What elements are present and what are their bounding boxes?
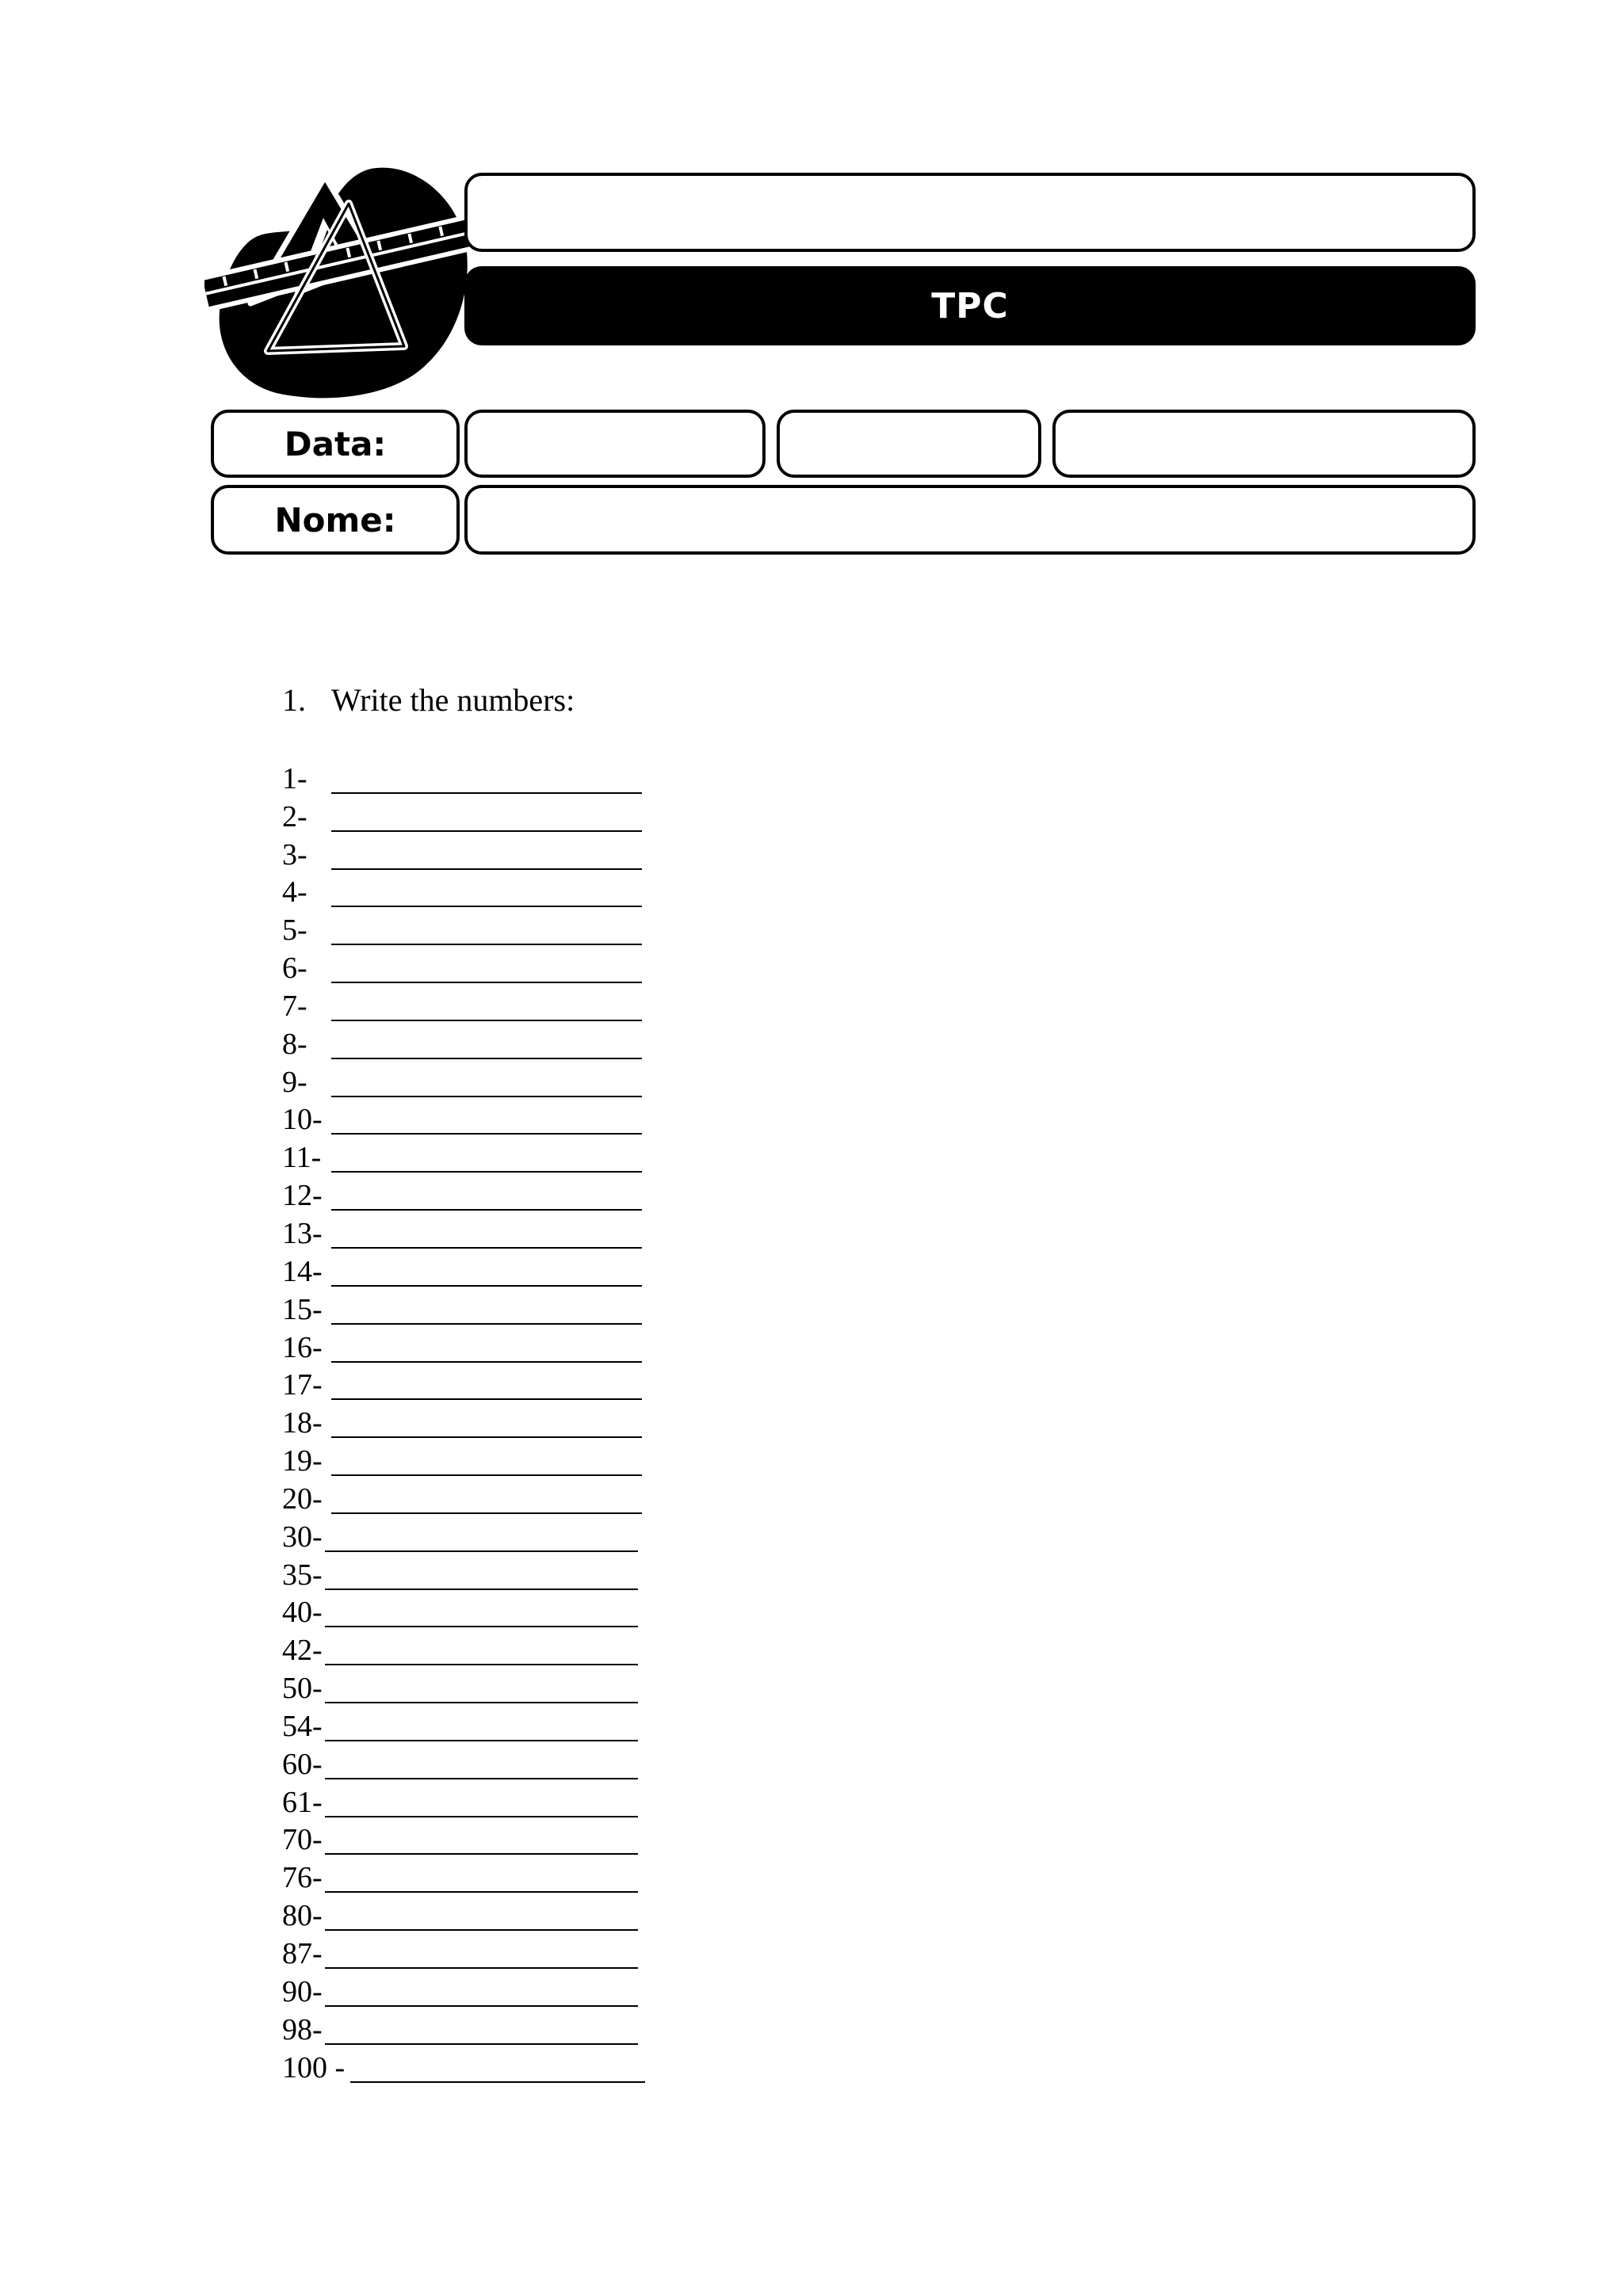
answer-blank[interactable]: [325, 1626, 638, 1627]
answer-row: [282, 1821, 726, 1859]
item-number-label: 76-: [282, 1861, 323, 1895]
item-number-label: 13-: [282, 1216, 323, 1250]
answer-blank[interactable]: [331, 1133, 642, 1135]
item-number-label: 16-: [282, 1330, 323, 1364]
answer-row: [282, 1555, 726, 1593]
item-number-label: 2-: [282, 799, 307, 833]
answer-list: [282, 759, 726, 2086]
exercise-instruction: [282, 681, 575, 719]
answer-blank[interactable]: [331, 906, 642, 907]
answer-blank[interactable]: [325, 2043, 638, 2045]
answer-blank[interactable]: [331, 1171, 642, 1173]
date-field-year[interactable]: [1052, 410, 1476, 478]
item-number-label: 20-: [282, 1482, 323, 1516]
answer-row: [282, 1100, 726, 1138]
answer-blank[interactable]: [325, 1967, 638, 1969]
answer-blank[interactable]: [331, 1361, 642, 1363]
item-number-label: 35-: [282, 1558, 323, 1592]
answer-row: [282, 1328, 726, 1366]
answer-row: [282, 910, 726, 948]
answer-row: [282, 1745, 726, 1783]
item-number-label: 98-: [282, 2012, 323, 2046]
answer-blank[interactable]: [325, 1550, 638, 1552]
item-number-label: 70-: [282, 1823, 323, 1857]
answer-row: [282, 1858, 726, 1896]
answer-blank[interactable]: [331, 1020, 642, 1021]
answer-blank[interactable]: [331, 982, 642, 983]
answer-row: [282, 1138, 726, 1176]
item-number-label: 3-: [282, 837, 307, 871]
exercise-text: Write the numbers:: [331, 682, 575, 718]
answer-blank[interactable]: [325, 1891, 638, 1893]
answer-blank[interactable]: [331, 792, 642, 794]
answer-row: [282, 1252, 726, 1290]
answer-row: [282, 1972, 726, 2010]
name-label: Nome:: [274, 500, 396, 540]
item-number-label: 7-: [282, 989, 307, 1023]
answer-blank[interactable]: [331, 1058, 642, 1059]
tpc-banner: [464, 266, 1476, 345]
item-number-label: 10-: [282, 1103, 323, 1137]
item-number-label: 9-: [282, 1065, 307, 1099]
answer-row: [282, 1479, 726, 1517]
answer-blank[interactable]: [331, 1096, 642, 1097]
answer-row: [282, 1366, 726, 1404]
answer-row: [282, 1517, 726, 1555]
item-number-label: 15-: [282, 1292, 323, 1326]
item-number-label: 4-: [282, 875, 307, 910]
item-number-label: 87-: [282, 1937, 323, 1970]
date-label: Data:: [284, 424, 387, 463]
answer-row: [282, 986, 726, 1024]
name-label-box: [211, 485, 460, 555]
answer-row: [282, 2048, 726, 2086]
item-number-label: 100 -: [282, 2050, 346, 2084]
item-number-label: 14-: [282, 1254, 323, 1288]
answer-row: [282, 759, 726, 797]
item-number-label: 18-: [282, 1406, 323, 1440]
answer-row: [282, 1024, 726, 1062]
item-number-label: 19-: [282, 1444, 323, 1478]
item-number-label: 40-: [282, 1596, 323, 1630]
answer-blank[interactable]: [350, 2081, 645, 2083]
answer-blank[interactable]: [325, 1853, 638, 1855]
answer-blank[interactable]: [325, 1816, 638, 1817]
answer-blank[interactable]: [331, 830, 642, 832]
answer-row: [282, 1403, 726, 1441]
answer-row: [282, 1896, 726, 1934]
exercise-number: 1.: [282, 682, 306, 718]
item-number-label: 11-: [282, 1141, 322, 1175]
item-number-label: 12-: [282, 1179, 323, 1213]
answer-blank[interactable]: [325, 2005, 638, 2007]
answer-blank[interactable]: [331, 1209, 642, 1211]
answer-row: [282, 1593, 726, 1631]
answer-row: [282, 1214, 726, 1252]
answer-blank[interactable]: [325, 1929, 638, 1931]
answer-row: [282, 1630, 726, 1669]
item-number-label: 6-: [282, 952, 307, 986]
item-number-label: 30-: [282, 1520, 323, 1554]
date-label-box: [211, 410, 460, 478]
answer-blank[interactable]: [325, 1778, 638, 1779]
answer-row: [282, 1062, 726, 1100]
answer-blank[interactable]: [325, 1702, 638, 1703]
item-number-label: 90-: [282, 1974, 323, 2008]
item-number-label: 17-: [282, 1368, 323, 1402]
answer-row: [282, 1669, 726, 1707]
item-number-label: 54-: [282, 1709, 323, 1743]
date-field-day[interactable]: [464, 410, 766, 478]
item-number-label: 50-: [282, 1672, 323, 1706]
answer-blank[interactable]: [331, 1323, 642, 1325]
answer-row: [282, 797, 726, 835]
answer-blank[interactable]: [331, 944, 642, 945]
date-field-month[interactable]: [777, 410, 1041, 478]
item-number-label: 1-: [282, 761, 307, 795]
answer-row: [282, 1783, 726, 1821]
answer-row: [282, 1441, 726, 1479]
item-number-label: 42-: [282, 1634, 323, 1668]
answer-blank[interactable]: [331, 1247, 642, 1249]
answer-row: [282, 1707, 726, 1745]
answer-row: [282, 1290, 726, 1328]
answer-blank[interactable]: [331, 1512, 642, 1514]
answer-row: [282, 1934, 726, 1972]
answer-blank[interactable]: [325, 1589, 638, 1590]
answer-row: [282, 873, 726, 911]
answer-row: [282, 1176, 726, 1214]
answer-row: [282, 2010, 726, 2048]
answer-blank[interactable]: [331, 868, 642, 870]
answer-blank[interactable]: [331, 1398, 642, 1400]
banner-label: TPC: [931, 285, 1009, 326]
name-field[interactable]: [464, 485, 1476, 555]
answer-row: [282, 948, 726, 986]
geometry-tools-logo: [204, 162, 470, 400]
answer-row: [282, 835, 726, 873]
item-number-label: 8-: [282, 1027, 307, 1061]
item-number-label: 80-: [282, 1899, 323, 1933]
answer-blank[interactable]: [331, 1285, 642, 1287]
answer-blank[interactable]: [325, 1740, 638, 1741]
answer-blank[interactable]: [331, 1474, 642, 1476]
item-number-label: 60-: [282, 1747, 323, 1781]
answer-blank[interactable]: [325, 1664, 638, 1665]
answer-blank[interactable]: [331, 1436, 642, 1438]
title-field[interactable]: [464, 173, 1476, 252]
item-number-label: 5-: [282, 913, 307, 948]
item-number-label: 61-: [282, 1785, 323, 1819]
